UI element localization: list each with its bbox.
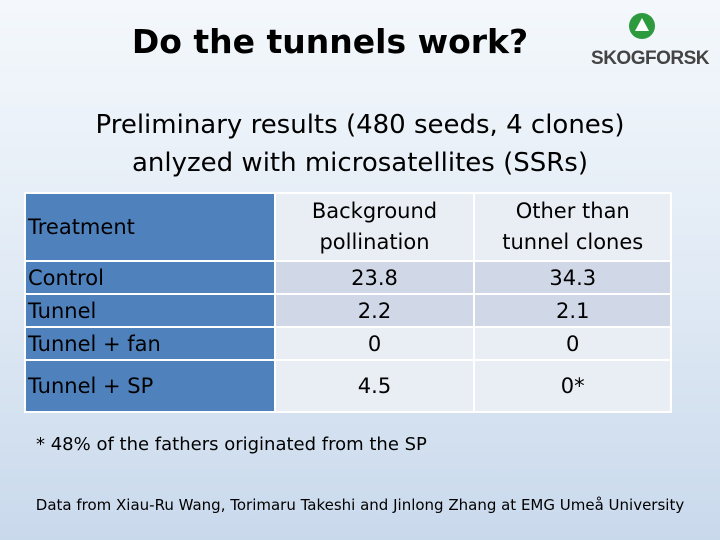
row-background-value: 0 <box>275 327 475 360</box>
skogforsk-logo <box>590 12 710 74</box>
row-background-value: 2.2 <box>275 294 475 327</box>
table-row <box>25 294 671 327</box>
slide-title: Do the tunnels work? <box>131 22 529 61</box>
row-other-value: 34.3 <box>474 261 671 294</box>
table-row <box>25 360 671 412</box>
row-other-value: 0* <box>474 360 671 412</box>
subtitle-line-1: Preliminary results (480 seeds, 4 clones) <box>95 110 625 140</box>
row-other-value: 2.1 <box>474 294 671 327</box>
header-other-than-tunnel-clones: Other than tunnel clones <box>474 193 671 261</box>
row-other-value: 0 <box>474 327 671 360</box>
row-treatment: Tunnel + SP <box>25 360 275 412</box>
header-treatment: Treatment <box>25 193 275 261</box>
row-background-value: 4.5 <box>275 360 475 412</box>
subtitle-line-2: anlyzed with microsatellites (SSRs) <box>132 148 588 178</box>
row-background-value: 23.8 <box>275 261 475 294</box>
data-credit: Data from Xiau-Ru Wang, Torimaru Takeshi and Jinlong Zhang at EMG Umeå University <box>35 496 685 514</box>
table-row <box>25 327 671 360</box>
footnote: * 48% of the fathers originated from the SP <box>36 434 427 455</box>
logo-text: SKOGFORSK <box>591 48 709 69</box>
row-treatment: Tunnel + fan <box>25 327 275 360</box>
header-background-pollination: Background pollination <box>275 193 475 261</box>
table-row <box>25 261 671 294</box>
table-header-row <box>25 193 671 261</box>
subtitle <box>10 106 710 182</box>
logo-mark-icon <box>628 12 656 40</box>
row-treatment: Control <box>25 261 275 294</box>
results-table <box>24 192 672 413</box>
row-treatment: Tunnel <box>25 294 275 327</box>
